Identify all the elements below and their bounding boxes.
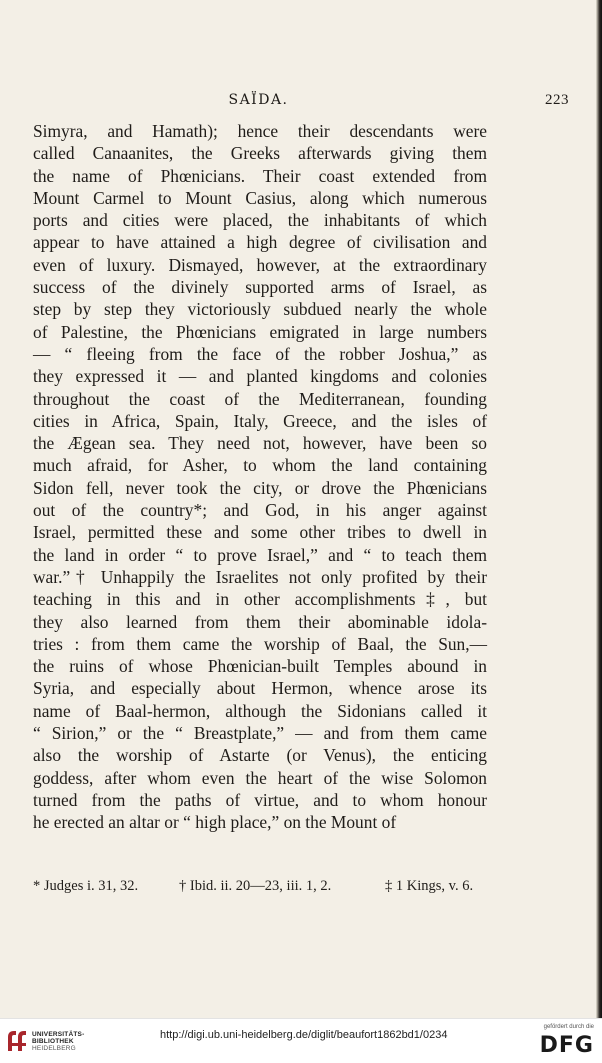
page-number: 223	[545, 92, 569, 108]
text-line: they also learned from them their abominable idola-	[33, 611, 487, 632]
body-text	[33, 120, 487, 834]
running-title: SAÏDA.	[228, 92, 289, 108]
text-line: step by step they victoriously subdued nearly the whole	[33, 299, 487, 320]
text-line: the land in order “ to prove Israel,” and “ to teach them	[33, 544, 487, 565]
text-line: Mount Carmel to Mount Casius, along which numerous	[33, 187, 487, 208]
text-line: — “ fleeing from the face of the robber Joshua,” as	[33, 343, 487, 364]
text-line: he erected an altar or “ high place,” on the Mount of	[33, 812, 397, 833]
footnote-1: * Judges i. 31, 32.	[33, 878, 139, 894]
university-library-name: UNIVERSITÄTS- BIBLIOTHEK HEIDELBERG	[32, 1031, 85, 1052]
footnotes	[33, 878, 489, 900]
text-line: also the worship of Astarte (or Venus), the enticing	[33, 745, 487, 766]
text-line: the name of Phœnicians. Their coast extended from	[33, 165, 487, 186]
text-line: Syria, and especially about Hermon, whence arose its	[33, 678, 487, 699]
text-line: war.”† Unhappily the Israelites not only profited by their	[33, 566, 487, 587]
text-line: tries : from them came the worship of Baal, the Sun,—	[33, 633, 487, 654]
text-line: turned from the paths of virtue, and to whom honour	[33, 789, 487, 810]
university-library-logo-icon	[6, 1029, 28, 1053]
text-line: teaching in this and in other accomplishments‡, but	[33, 589, 487, 610]
text-line: even of luxury. Dismayed, however, at the extraordinary	[33, 254, 487, 275]
text-line: out of the country*; and God, in his anger against	[33, 500, 487, 521]
footnote-2: † Ibid. ii. 20—23, iii. 1, 2.	[179, 878, 332, 894]
text-line: goddess, after whom even the heart of the wise Solomon	[33, 767, 487, 788]
text-line: they expressed it — and planted kingdoms and colonies	[33, 366, 487, 387]
text-line: of Palestine, the Phœnicians emigrated in large numbers	[33, 321, 487, 342]
text-line: Israel, permitted these and some other tribes to dwell in	[33, 522, 487, 543]
text-line: “ Sirion,” or the “ Breastplate,” — and from them came	[33, 723, 487, 744]
text-line: called Canaanites, the Greeks afterwards giving them	[33, 143, 487, 164]
text-line: much afraid, for Asher, to whom the land containing	[33, 455, 487, 476]
text-line: the ruins of whose Phœnician-built Temples abound in	[33, 656, 487, 677]
text-line: Sidon fell, never took the city, or drove the Phœnicians	[33, 477, 487, 498]
viewer-footer	[0, 1018, 602, 1063]
text-line: name of Baal-hermon, although the Sidonians called it	[33, 700, 487, 721]
dfg-logo: DFG	[539, 1033, 594, 1058]
text-line: Simyra, and Hamath); hence their descendants were	[33, 121, 487, 141]
funded-by-text: gefördert durch die	[543, 1024, 594, 1030]
text-line: cities in Africa, Spain, Italy, Greece, and the isles of	[33, 410, 487, 431]
running-header	[33, 92, 569, 112]
text-line: appear to have attained a high degree of civilisation and	[33, 232, 487, 253]
text-line: the Ægean sea. They need not, however, have been so	[33, 433, 487, 454]
text-line: throughout the coast of the Mediterranean, founding	[33, 388, 487, 409]
text-line: ports and cities were placed, the inhabitants of which	[33, 210, 487, 231]
book-edge	[596, 0, 602, 1018]
permalink-url[interactable]: http://digi.ub.uni-heidelberg.de/diglit/beaufort1862bd1/0234	[160, 1029, 448, 1041]
text-line: success of the divinely supported arms of Israel, as	[33, 277, 487, 298]
footnote-3: ‡ 1 Kings, v. 6.	[385, 878, 474, 894]
